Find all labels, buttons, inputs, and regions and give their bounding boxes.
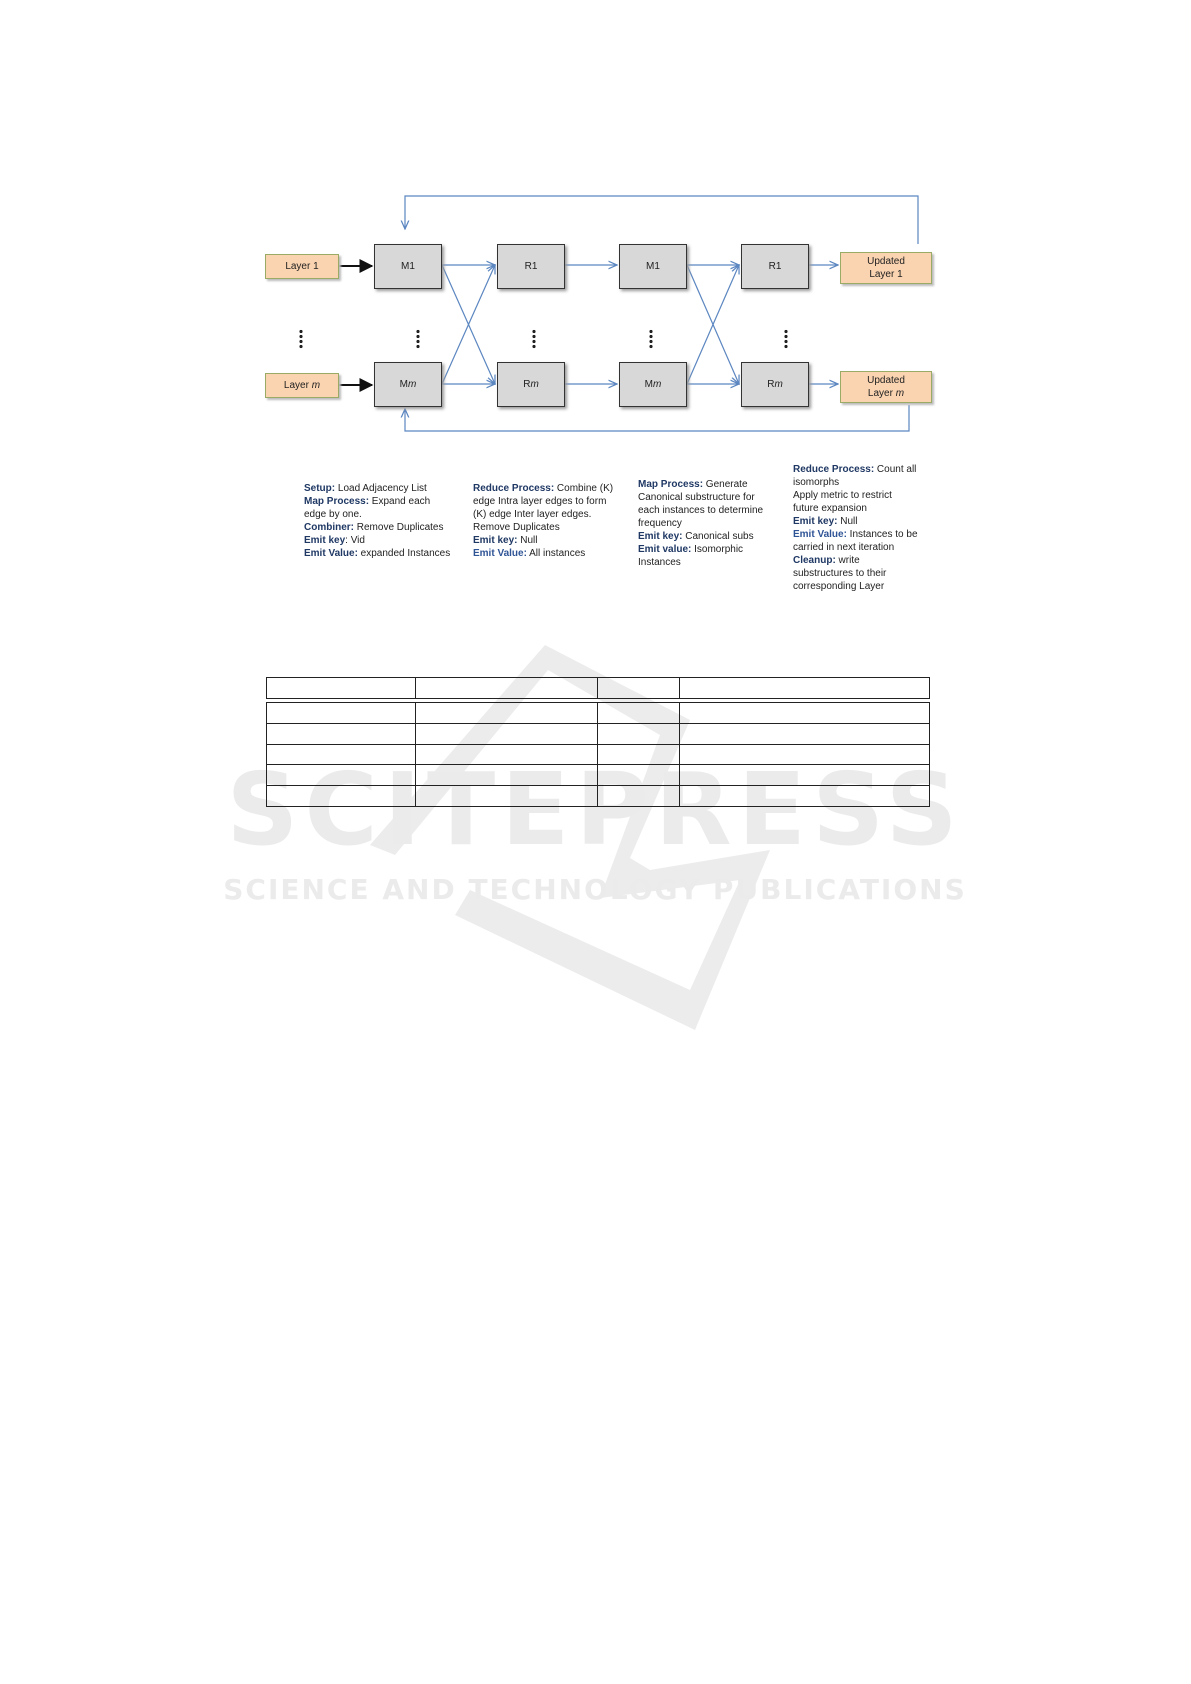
table-cell: [267, 703, 416, 724]
table-cell: [416, 678, 598, 699]
mapper-1-label: M1: [401, 261, 415, 272]
annotation-map-2: [638, 478, 763, 569]
updated-layer-1-label: Updated Layer 1: [867, 256, 905, 280]
ellipsis-mappers: [415, 329, 421, 349]
updated-layer-1: [840, 252, 932, 284]
table-cell: [680, 765, 930, 786]
annotation-line: edge Intra layer edges to form: [473, 496, 607, 507]
input-layer-1: [265, 254, 339, 279]
mapper-2-m-label: Mm: [644, 379, 662, 390]
table-cell: [598, 703, 680, 724]
table-cell: [416, 723, 598, 744]
reducer-1: [497, 244, 565, 289]
input-layer-m-label: Layer m: [283, 380, 321, 391]
input-layer-1-label: Layer 1: [285, 261, 319, 272]
annotation-line: isomorphs: [793, 477, 840, 488]
table-cell: [267, 786, 416, 807]
annotation-line: Emit Value: expanded Instances: [304, 548, 451, 559]
table-cell: [416, 786, 598, 807]
ellipsis-mappers-2: [648, 329, 654, 349]
annotation-line: Canonical substructure for: [638, 492, 755, 503]
reducer-1-label: R1: [524, 261, 538, 272]
table-cell: [680, 678, 930, 699]
table-cell: [680, 786, 930, 807]
watermark-subtitle: SCIENCE AND TECHNOLOGY PUBLICATIONS: [223, 873, 967, 906]
watermark-title: SCITEPRESS: [226, 751, 964, 868]
annotation-line: Combiner: Remove Duplicates: [304, 522, 444, 533]
ellipsis-inputs: [298, 329, 304, 349]
annotation-line: future expansion: [793, 503, 867, 514]
annotation-reduce-2: [793, 463, 918, 593]
annotation-line: Reduce Process: Combine (K): [473, 483, 614, 494]
table-cell: [416, 703, 598, 724]
table-cell: [598, 744, 680, 765]
table-row: [267, 723, 930, 744]
input-layer-m: [265, 373, 339, 398]
reducer-m: [497, 362, 565, 407]
annotation-line: Apply metric to restrict: [793, 490, 892, 501]
reducer-2-1: [741, 244, 809, 289]
annotation-line: Cleanup: write: [793, 555, 860, 566]
annotation-line: substructures to their: [793, 568, 887, 579]
updated-layer-m: [840, 371, 932, 403]
reducer-m-label: Rm: [523, 379, 539, 390]
annotation-line: Reduce Process: Count all: [793, 464, 917, 475]
table-cell: [598, 765, 680, 786]
table-body: [266, 702, 930, 807]
annotation-map-1: [304, 482, 450, 560]
annotation-line: Remove Duplicates: [473, 522, 560, 533]
table-row: [267, 744, 930, 765]
annotation-line: Emit key: Null: [793, 516, 858, 527]
annotation-line: Instances: [638, 557, 681, 568]
annotation-reduce-1: [473, 482, 613, 560]
table-cell: [598, 678, 680, 699]
table-header: [266, 677, 930, 699]
annotation-line: edge by one.: [304, 509, 362, 520]
annotation-line: (K) edge Inter layer edges.: [473, 509, 592, 520]
table-row: [267, 786, 930, 807]
table-row: [267, 765, 930, 786]
table-row: [267, 703, 930, 724]
annotation-line: carried in next iteration: [793, 542, 895, 553]
table-cell: [267, 723, 416, 744]
mapper-m: [374, 362, 442, 407]
annotation-line: Map Process: Generate: [638, 479, 748, 490]
table-cell: [680, 744, 930, 765]
annotation-line: Map Process: Expand each: [304, 496, 431, 507]
annotation-line: Emit Value: Instances to be: [793, 529, 918, 540]
table-cell: [680, 723, 930, 744]
annotation-line: Emit key: Vid: [304, 535, 365, 546]
annotation-line: Emit Value: All instances: [473, 548, 586, 559]
mapper-m-label: Mm: [399, 379, 417, 390]
annotation-line: Emit key: Canonical subs: [638, 531, 754, 542]
mapper-2-m: [619, 362, 687, 407]
table-cell: [416, 744, 598, 765]
ellipsis-reducers: [531, 329, 537, 349]
table-cell: [267, 744, 416, 765]
reducer-2-m-label: Rm: [767, 379, 783, 390]
ellipsis-reducers-2: [783, 329, 789, 349]
table-cell: [598, 786, 680, 807]
table-cell: [267, 765, 416, 786]
feedback-loop-bottom: [405, 405, 909, 431]
mapper-2-1-label: M1: [646, 261, 660, 272]
table-cell: [598, 723, 680, 744]
feedback-loop-top: [405, 196, 918, 244]
table-cell: [267, 678, 416, 699]
annotation-line: Setup: Load Adjacency List: [304, 483, 427, 494]
annotation-line: each instances to determine: [638, 505, 764, 516]
mapper-1: [374, 244, 442, 289]
annotation-line: Emit value: Isomorphic: [638, 544, 744, 555]
reducer-2-m: [741, 362, 809, 407]
table-cell: [680, 703, 930, 724]
table-cell: [416, 765, 598, 786]
annotation-line: frequency: [638, 518, 682, 529]
mapper-2-1: [619, 244, 687, 289]
table-row: [267, 678, 930, 699]
annotation-line: corresponding Layer: [793, 581, 885, 592]
reducer-2-1-label: R1: [768, 261, 782, 272]
annotation-line: Emit key: Null: [473, 535, 538, 546]
updated-layer-m-label: Updated Layer m: [867, 375, 905, 399]
